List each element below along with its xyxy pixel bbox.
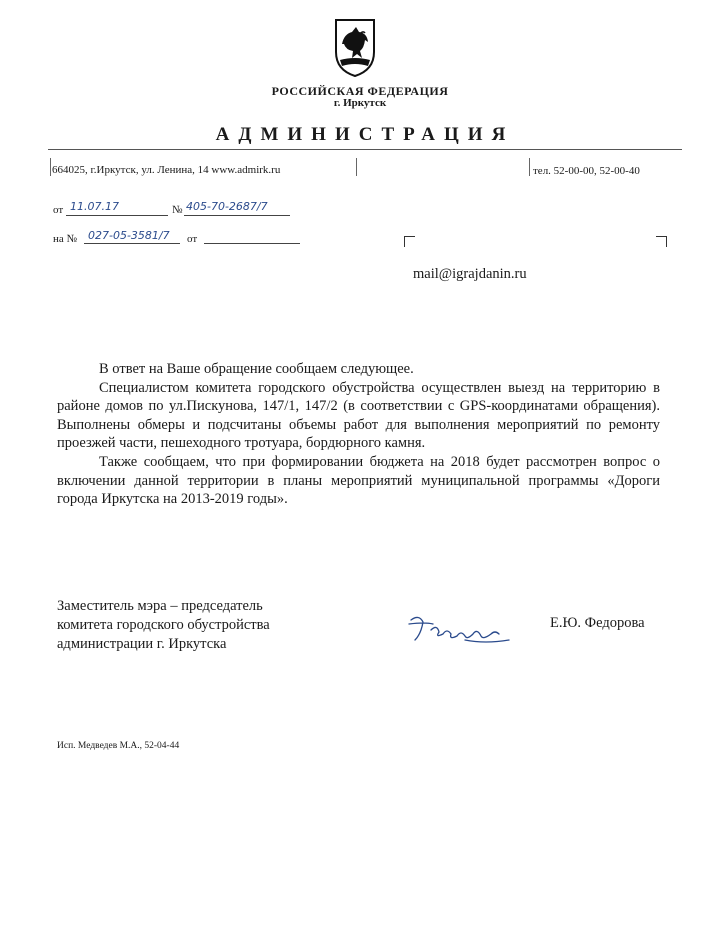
address-corner-left [404, 236, 415, 247]
city-name: г. Иркутск [333, 97, 387, 109]
reply-label: на № [53, 233, 78, 245]
reply-number: 027-05-3581/7 [88, 229, 170, 242]
address-line: 664025, г.Иркутск, ул. Ленина, 14 www.admirk.ru [52, 164, 281, 176]
address-bracket-left [50, 158, 51, 176]
header-divider [48, 149, 682, 150]
phones-line: тел. 52-00-00, 52-00-40 [533, 165, 640, 177]
signatory-name: Е.Ю. Федорова [550, 615, 645, 631]
administration-title: АДМИНИСТРАЦИЯ [215, 124, 515, 145]
phones-bracket [529, 158, 530, 176]
registration-number: 405-70-2687/7 [186, 200, 268, 213]
number-label: № [172, 204, 183, 216]
date-underline [66, 215, 168, 216]
letter-body [57, 360, 660, 509]
recipient-email: mail@igrajdanin.ru [413, 266, 527, 282]
signatory-title-line-3: администрации г. Иркутска [57, 636, 227, 652]
reply-from-label: от [187, 233, 198, 245]
signatory-title-line-1: Заместитель мэра – председатель [57, 598, 263, 614]
address-bracket-right [356, 158, 357, 176]
body-paragraph-2: Специалистом комитета городского обустройства осуществлен выезд на территорию в районе домов по ул.Пискунова, 147/1, 147/2 (в соответствии с GPS-координатами обращения). Выполнены обмеры и подсчитаны объемы работ для выполнения мероприятий по ремонту проезжей части, пешеходного тротуара, бордюрного камня. [57, 379, 660, 452]
from-label: от [53, 204, 64, 216]
handwritten-signature [405, 610, 515, 648]
body-paragraph-1: В ответ на Ваше обращение сообщаем следующее. [99, 361, 414, 377]
executor-line: Исп. Медведев М.А., 52-04-44 [57, 741, 180, 751]
country-name: РОССИЙСКАЯ ФЕДЕРАЦИЯ [271, 84, 449, 98]
coat-of-arms-emblem [334, 18, 376, 78]
reply-date-underline [204, 243, 300, 244]
number-underline [184, 215, 290, 216]
reply-number-underline [84, 243, 180, 244]
body-paragraph-3: Также сообщаем, что при формировании бюджета на 2018 будет рассмотрен вопрос о включении данной территории в планы мероприятий муниципальной программы «Дороги города Иркутска на 2013-2019 годы». [57, 453, 660, 508]
signatory-title [57, 597, 270, 654]
signatory-title-line-2: комитета городского обустройства [57, 617, 270, 633]
registration-date: 11.07.17 [70, 200, 119, 213]
address-corner-right [656, 236, 667, 247]
